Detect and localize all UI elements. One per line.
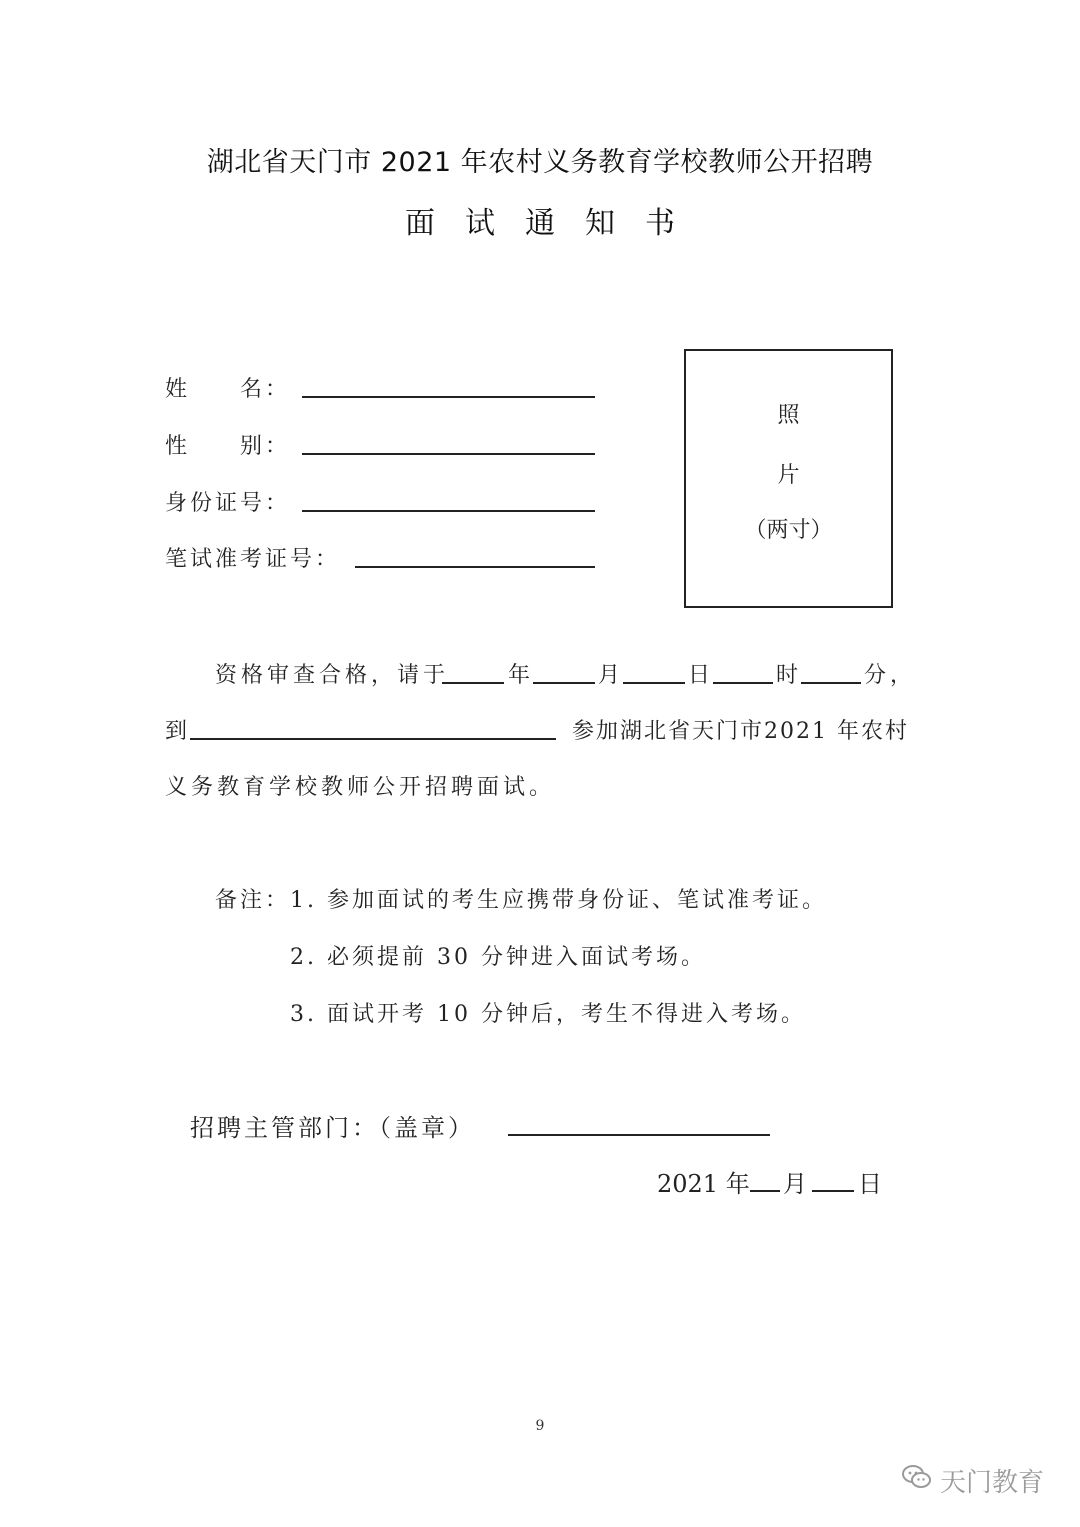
gender-label: 性 别： <box>165 434 291 459</box>
remark-item-3: 3. 面试开考 10 分钟后，考生不得进入考场。 <box>290 1002 806 1027</box>
notice-minute: 分， <box>864 663 917 688</box>
exam-number-field[interactable] <box>355 566 595 568</box>
notice-to: 到 <box>165 719 192 744</box>
date-month: 月 <box>783 1170 807 1198</box>
page-title: 湖北省天门市 2021 年农村义务教育学校教师公开招聘 <box>206 147 874 178</box>
watermark-text: 天门教育 <box>940 1468 1045 1498</box>
wechat-icon <box>902 1464 932 1497</box>
page-subtitle: 面试通知书 <box>405 206 705 241</box>
photo-label-1: 照 <box>777 403 800 428</box>
department-seal-field[interactable] <box>508 1134 770 1136</box>
notice-day: 日 <box>688 663 715 688</box>
department-label: 招聘主管部门：（盖章） <box>190 1114 475 1142</box>
date-year: 2021 年 <box>657 1170 750 1198</box>
hour-blank[interactable] <box>713 682 773 684</box>
name-label: 姓 名： <box>165 377 291 402</box>
remark-item-1: 1. 参加面试的考生应携带身份证、笔试准考证。 <box>290 888 827 913</box>
notice-month: 月 <box>598 663 625 688</box>
notice-year: 年 <box>508 663 535 688</box>
minute-blank[interactable] <box>801 682 861 684</box>
remarks-label: 备注： <box>215 888 291 913</box>
watermark <box>902 1462 1044 1499</box>
notice-line3: 义务教育学校教师公开招聘面试。 <box>165 775 556 800</box>
date-month-blank[interactable] <box>750 1190 780 1192</box>
photo-box <box>684 349 893 608</box>
notice-hour: 时 <box>776 663 803 688</box>
photo-size-label: （两寸） <box>744 518 833 543</box>
exam-number-label: 笔试准考证号： <box>165 547 341 572</box>
year-blank[interactable] <box>442 682 504 684</box>
gender-field[interactable] <box>302 453 595 455</box>
id-number-label: 身份证号： <box>165 491 291 516</box>
remark-item-2: 2. 必须提前 30 分钟进入面试考场。 <box>290 945 706 970</box>
page-number: 9 <box>535 1418 545 1434</box>
date-day: 日 <box>858 1170 882 1198</box>
id-number-field[interactable] <box>302 510 595 512</box>
notice-attend: 参加湖北省天门市2021 年农村 <box>572 719 909 744</box>
photo-label-2: 片 <box>777 463 800 488</box>
date-day-blank[interactable] <box>812 1190 854 1192</box>
name-field[interactable] <box>302 396 595 398</box>
month-blank[interactable] <box>533 682 595 684</box>
venue-blank[interactable] <box>190 738 556 740</box>
day-blank[interactable] <box>623 682 685 684</box>
notice-lead: 资格审查合格，请于 <box>215 663 450 688</box>
